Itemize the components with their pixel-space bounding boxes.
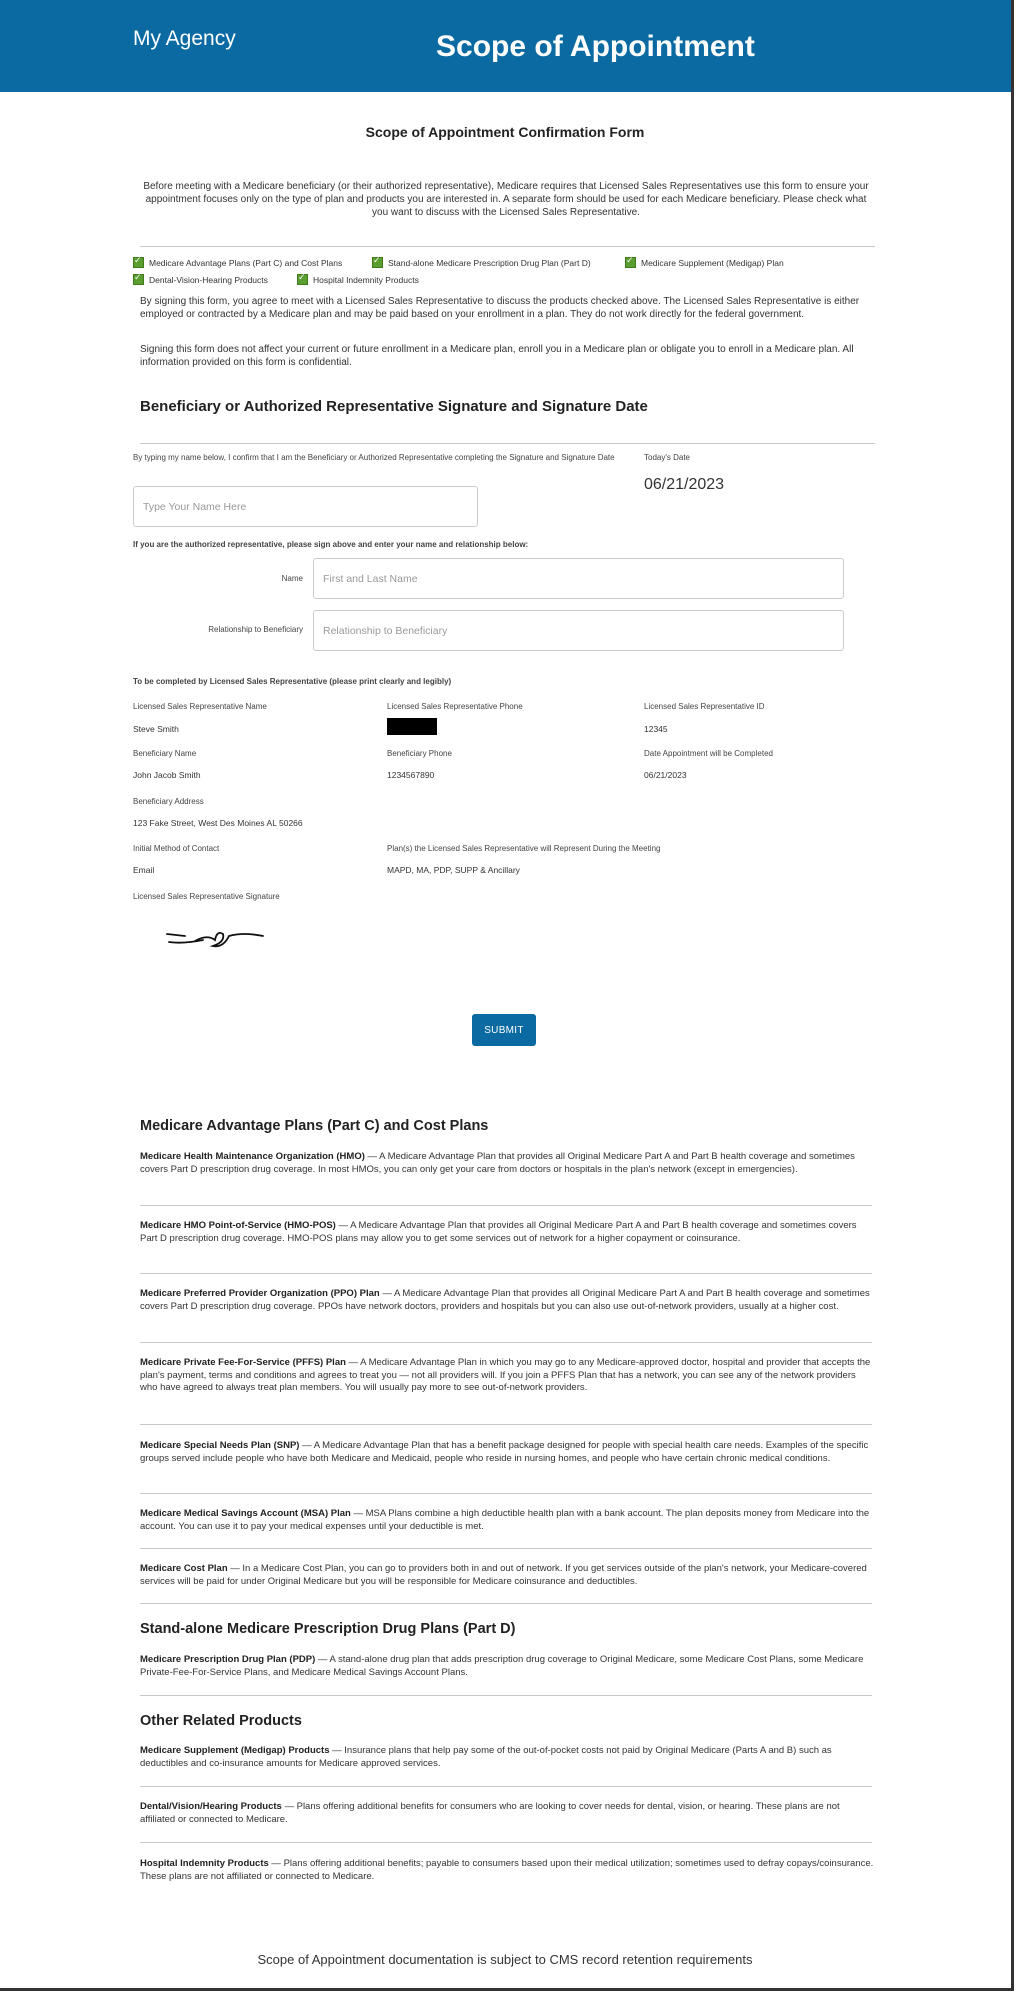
intro-text: Before meeting with a Medicare beneficiary (or their authorized representative), Medicare requires that Licensed Sales Representatives use this form to ensure your appointment focuses only on the type of plan and products you are interested in. A separate form should be used for each Medicare beneficiary. Please check what you want to discuss with the Licensed Sales Representative. bbox=[143, 181, 869, 218]
relationship-label: Relationship to Beneficiary bbox=[208, 625, 303, 634]
ma-heading: Medicare Advantage Plans (Part C) and Cost Plans bbox=[140, 1118, 489, 1134]
divider bbox=[140, 1548, 872, 1549]
rep-name-input[interactable] bbox=[313, 558, 844, 599]
product-checkbox-hospital[interactable] bbox=[297, 274, 419, 285]
confirm-text: By typing my name below, I confirm that I am the Beneficiary or Authorized Representative completing the Signature and Signature Date bbox=[133, 453, 615, 462]
input-placeholder: Relationship to Beneficiary bbox=[323, 624, 448, 637]
definition-term: Medicare Health Maintenance Organization (HMO) bbox=[140, 1151, 365, 1162]
divider bbox=[140, 1842, 872, 1843]
appointment-date-label: Date Appointment will be Completed bbox=[644, 749, 773, 758]
divider bbox=[140, 1205, 872, 1206]
relationship-input[interactable] bbox=[313, 610, 844, 651]
checkbox-label: Medicare Supplement (Medigap) Plan bbox=[641, 257, 784, 268]
todays-date-label: Today's Date bbox=[644, 453, 690, 462]
page-title: Scope of Appointment bbox=[436, 30, 755, 63]
contact-method-value: Email bbox=[133, 865, 155, 875]
checkbox-checked-icon[interactable] bbox=[297, 274, 308, 285]
plans-value: MAPD, MA, PDP, SUPP & Ancillary bbox=[387, 865, 520, 875]
product-checkbox-ma[interactable] bbox=[133, 257, 342, 268]
definition-item bbox=[140, 1858, 875, 1883]
definition-text: — A Medicare Advantage Plan in which you may go to any Medicare-approved doctor, hospital and provider that accepts the plan's payment, terms and conditions and agrees to treat you — not all providers will. If you join a PFFS Plan that has a network, you can see any of the network providers who have agreed to always treat plan members. You will usually pay more to see out-of-network providers. bbox=[140, 1357, 871, 1393]
input-placeholder: Type Your Name Here bbox=[143, 500, 247, 513]
lsr-name-value: Steve Smith bbox=[133, 724, 179, 734]
definition-text: — A Medicare Advantage Plan that has a benefit package designed for people with special health care needs. Examples of the specific groups served include people who have both Medicare and Medicaid, people who reside in nursing homes, and people who have certain chronic medical conditions. bbox=[140, 1440, 869, 1464]
divider bbox=[140, 1695, 872, 1696]
divider bbox=[140, 1424, 872, 1425]
form-title: Scope of Appointment Confirmation Form bbox=[365, 124, 645, 140]
definition-text: — A Medicare Advantage Plan that provides all Original Medicare Part A and Part B health coverage and sometimes covers Part D prescription drug coverage. HMO-POS plans may allow you to get some services out of network for a higher copayment or coinsurance. bbox=[140, 1220, 857, 1244]
definition-term: Medicare Special Needs Plan (SNP) bbox=[140, 1440, 300, 1451]
definition-item bbox=[140, 1745, 875, 1770]
definition-item bbox=[140, 1440, 875, 1465]
definition-text: — Insurance plans that help pay some of the out-of-pocket costs not paid by Original Medicare (Parts A and B) such as deductibles and co-insurance amounts for Medicare approved services. bbox=[140, 1745, 832, 1769]
product-checkbox-pdp[interactable] bbox=[372, 257, 591, 268]
definition-item bbox=[140, 1654, 875, 1679]
beneficiary-phone-value: 1234567890 bbox=[387, 770, 435, 780]
plans-label: Plan(s) the Licensed Sales Representative will Represent During the Meeting bbox=[387, 844, 661, 853]
definition-term: Medicare Medical Savings Account (MSA) Plan bbox=[140, 1508, 351, 1519]
agreement-text: By signing this form, you agree to meet with a Licensed Sales Representative to discuss the products checked above. The Licensed Sales Representative is either employed or contracted by a Medicare plan and may be paid based on your enrollment in a plan. They do not work directly for the federal government. bbox=[140, 296, 860, 320]
divider bbox=[140, 1603, 872, 1604]
footer-note: Scope of Appointment documentation is subject to CMS record retention requirements bbox=[257, 1952, 753, 1967]
divider bbox=[140, 443, 875, 444]
signature-heading: Beneficiary or Authorized Representative Signature and Signature Date bbox=[140, 398, 648, 415]
checkbox-checked-icon[interactable] bbox=[625, 257, 636, 268]
input-placeholder: First and Last Name bbox=[323, 572, 418, 585]
confidential-text: Signing this form does not affect your current or future enrollment in a Medicare plan, enroll you in a Medicare plan or obligate you to enroll in a Medicare plan. All information provided on this form is confidential. bbox=[140, 344, 854, 368]
divider bbox=[140, 246, 875, 247]
definition-term: Hospital Indemnity Products bbox=[140, 1858, 269, 1869]
divider bbox=[140, 1786, 872, 1787]
definition-term: Medicare Supplement (Medigap) Products bbox=[140, 1745, 330, 1756]
definition-item bbox=[140, 1801, 875, 1826]
part-d-heading: Stand-alone Medicare Prescription Drug Plans (Part D) bbox=[140, 1621, 516, 1637]
lsr-signature-image bbox=[163, 920, 273, 952]
lsr-id-label: Licensed Sales Representative ID bbox=[644, 702, 765, 711]
definition-text: — MSA Plans combine a high deductible health plan with a bank account. The plan deposits money from Medicare into the account. You can use it to pay your medical expenses until your deductible is met. bbox=[140, 1508, 870, 1532]
definition-text: — Plans offering additional benefits; payable to consumers based upon their medical utilization; sometimes used to defray copays/coinsurance. These plans are not affiliated or connected to Medicare. bbox=[140, 1858, 874, 1882]
rep-name-label: Name bbox=[281, 574, 303, 583]
divider bbox=[140, 1273, 872, 1274]
checkbox-label: Hospital Indemnity Products bbox=[313, 274, 419, 285]
checkbox-checked-icon[interactable] bbox=[133, 274, 144, 285]
redacted-phone bbox=[387, 718, 437, 735]
definition-term: Dental/Vision/Hearing Products bbox=[140, 1801, 282, 1812]
contact-method-label: Initial Method of Contact bbox=[133, 844, 220, 853]
beneficiary-address-value: 123 Fake Street, West Des Moines AL 50266 bbox=[133, 818, 303, 828]
checkbox-label: Dental-Vision-Hearing Products bbox=[149, 274, 268, 285]
todays-date-value: 06/21/2023 bbox=[644, 476, 725, 493]
lsr-id-value: 12345 bbox=[644, 724, 668, 734]
beneficiary-phone-label: Beneficiary Phone bbox=[387, 749, 452, 758]
beneficiary-name-value: John Jacob Smith bbox=[133, 770, 201, 780]
definition-term: Medicare HMO Point-of-Service (HMO-POS) bbox=[140, 1220, 336, 1231]
definition-item bbox=[140, 1220, 875, 1245]
beneficiary-address-label: Beneficiary Address bbox=[133, 797, 204, 806]
divider bbox=[140, 1493, 872, 1494]
lsr-name-label: Licensed Sales Representative Name bbox=[133, 702, 267, 711]
definition-text: — A Medicare Advantage Plan that provides all Original Medicare Part A and Part B health coverage and sometimes covers Part D prescription drug coverage. In most HMOs, you can only get your care from doctors or hospitals in the plan's network (except in emergencies). bbox=[140, 1151, 855, 1175]
divider bbox=[140, 1342, 872, 1343]
definition-term: Medicare Preferred Provider Organization (PPO) Plan bbox=[140, 1288, 380, 1299]
product-checkbox-medigap[interactable] bbox=[625, 257, 784, 268]
checkbox-checked-icon[interactable] bbox=[372, 257, 383, 268]
definition-term: Medicare Prescription Drug Plan (PDP) bbox=[140, 1654, 316, 1665]
lsr-signature-label: Licensed Sales Representative Signature bbox=[133, 892, 280, 901]
definition-term: Medicare Private Fee-For-Service (PFFS) Plan bbox=[140, 1357, 346, 1368]
lsr-heading: To be completed by Licensed Sales Representative (please print clearly and legibly) bbox=[133, 677, 452, 686]
beneficiary-name-input[interactable] bbox=[133, 486, 478, 527]
auth-rep-instructions: If you are the authorized representative, please sign above and enter your name and relationship below: bbox=[133, 540, 529, 549]
agency-name[interactable]: My Agency bbox=[133, 27, 236, 50]
definition-item bbox=[140, 1151, 875, 1176]
definition-item bbox=[140, 1508, 875, 1533]
other-products-heading: Other Related Products bbox=[140, 1713, 302, 1729]
submit-button[interactable]: SUBMIT bbox=[472, 1014, 536, 1046]
definition-text: — A Medicare Advantage Plan that provides all Original Medicare Part A and Part B health coverage and sometimes covers Part D prescription drug coverage. PPOs have network doctors, providers and hospitals but you can also use out-of-network providers, usually at a higher cost. bbox=[140, 1288, 870, 1312]
definition-text: — Plans offering additional benefits for consumers who are looking to cover needs for dental, vision, or hearing. These plans are not affiliated or connected to Medicare. bbox=[140, 1801, 840, 1825]
beneficiary-name-label: Beneficiary Name bbox=[133, 749, 197, 758]
definition-term: Medicare Cost Plan bbox=[140, 1563, 228, 1574]
app-header bbox=[0, 0, 1011, 92]
definition-item bbox=[140, 1357, 875, 1395]
definition-text: — A stand-alone drug plan that adds prescription drug coverage to Original Medicare, some Medicare Cost Plans, some Medicare Private-Fee-For-Service Plans, and Medicare Medical Savings Account Plans. bbox=[140, 1654, 864, 1678]
definition-item bbox=[140, 1563, 875, 1588]
lsr-phone-label: Licensed Sales Representative Phone bbox=[387, 702, 523, 711]
product-checkbox-dvh[interactable] bbox=[133, 274, 268, 285]
checkbox-label: Medicare Advantage Plans (Part C) and Cost Plans bbox=[149, 257, 343, 268]
definition-item bbox=[140, 1288, 875, 1313]
appointment-date-value: 06/21/2023 bbox=[644, 770, 687, 780]
checkbox-label: Stand-alone Medicare Prescription Drug Plan (Part D) bbox=[388, 257, 591, 268]
definition-text: — In a Medicare Cost Plan, you can go to providers both in and out of network. If you get services outside of the plan's network, your Medicare-covered services will be paid for under Original Medicare but you will be responsible for Medicare coinsurance and deductibles. bbox=[140, 1563, 867, 1587]
checkbox-checked-icon[interactable] bbox=[133, 257, 144, 268]
